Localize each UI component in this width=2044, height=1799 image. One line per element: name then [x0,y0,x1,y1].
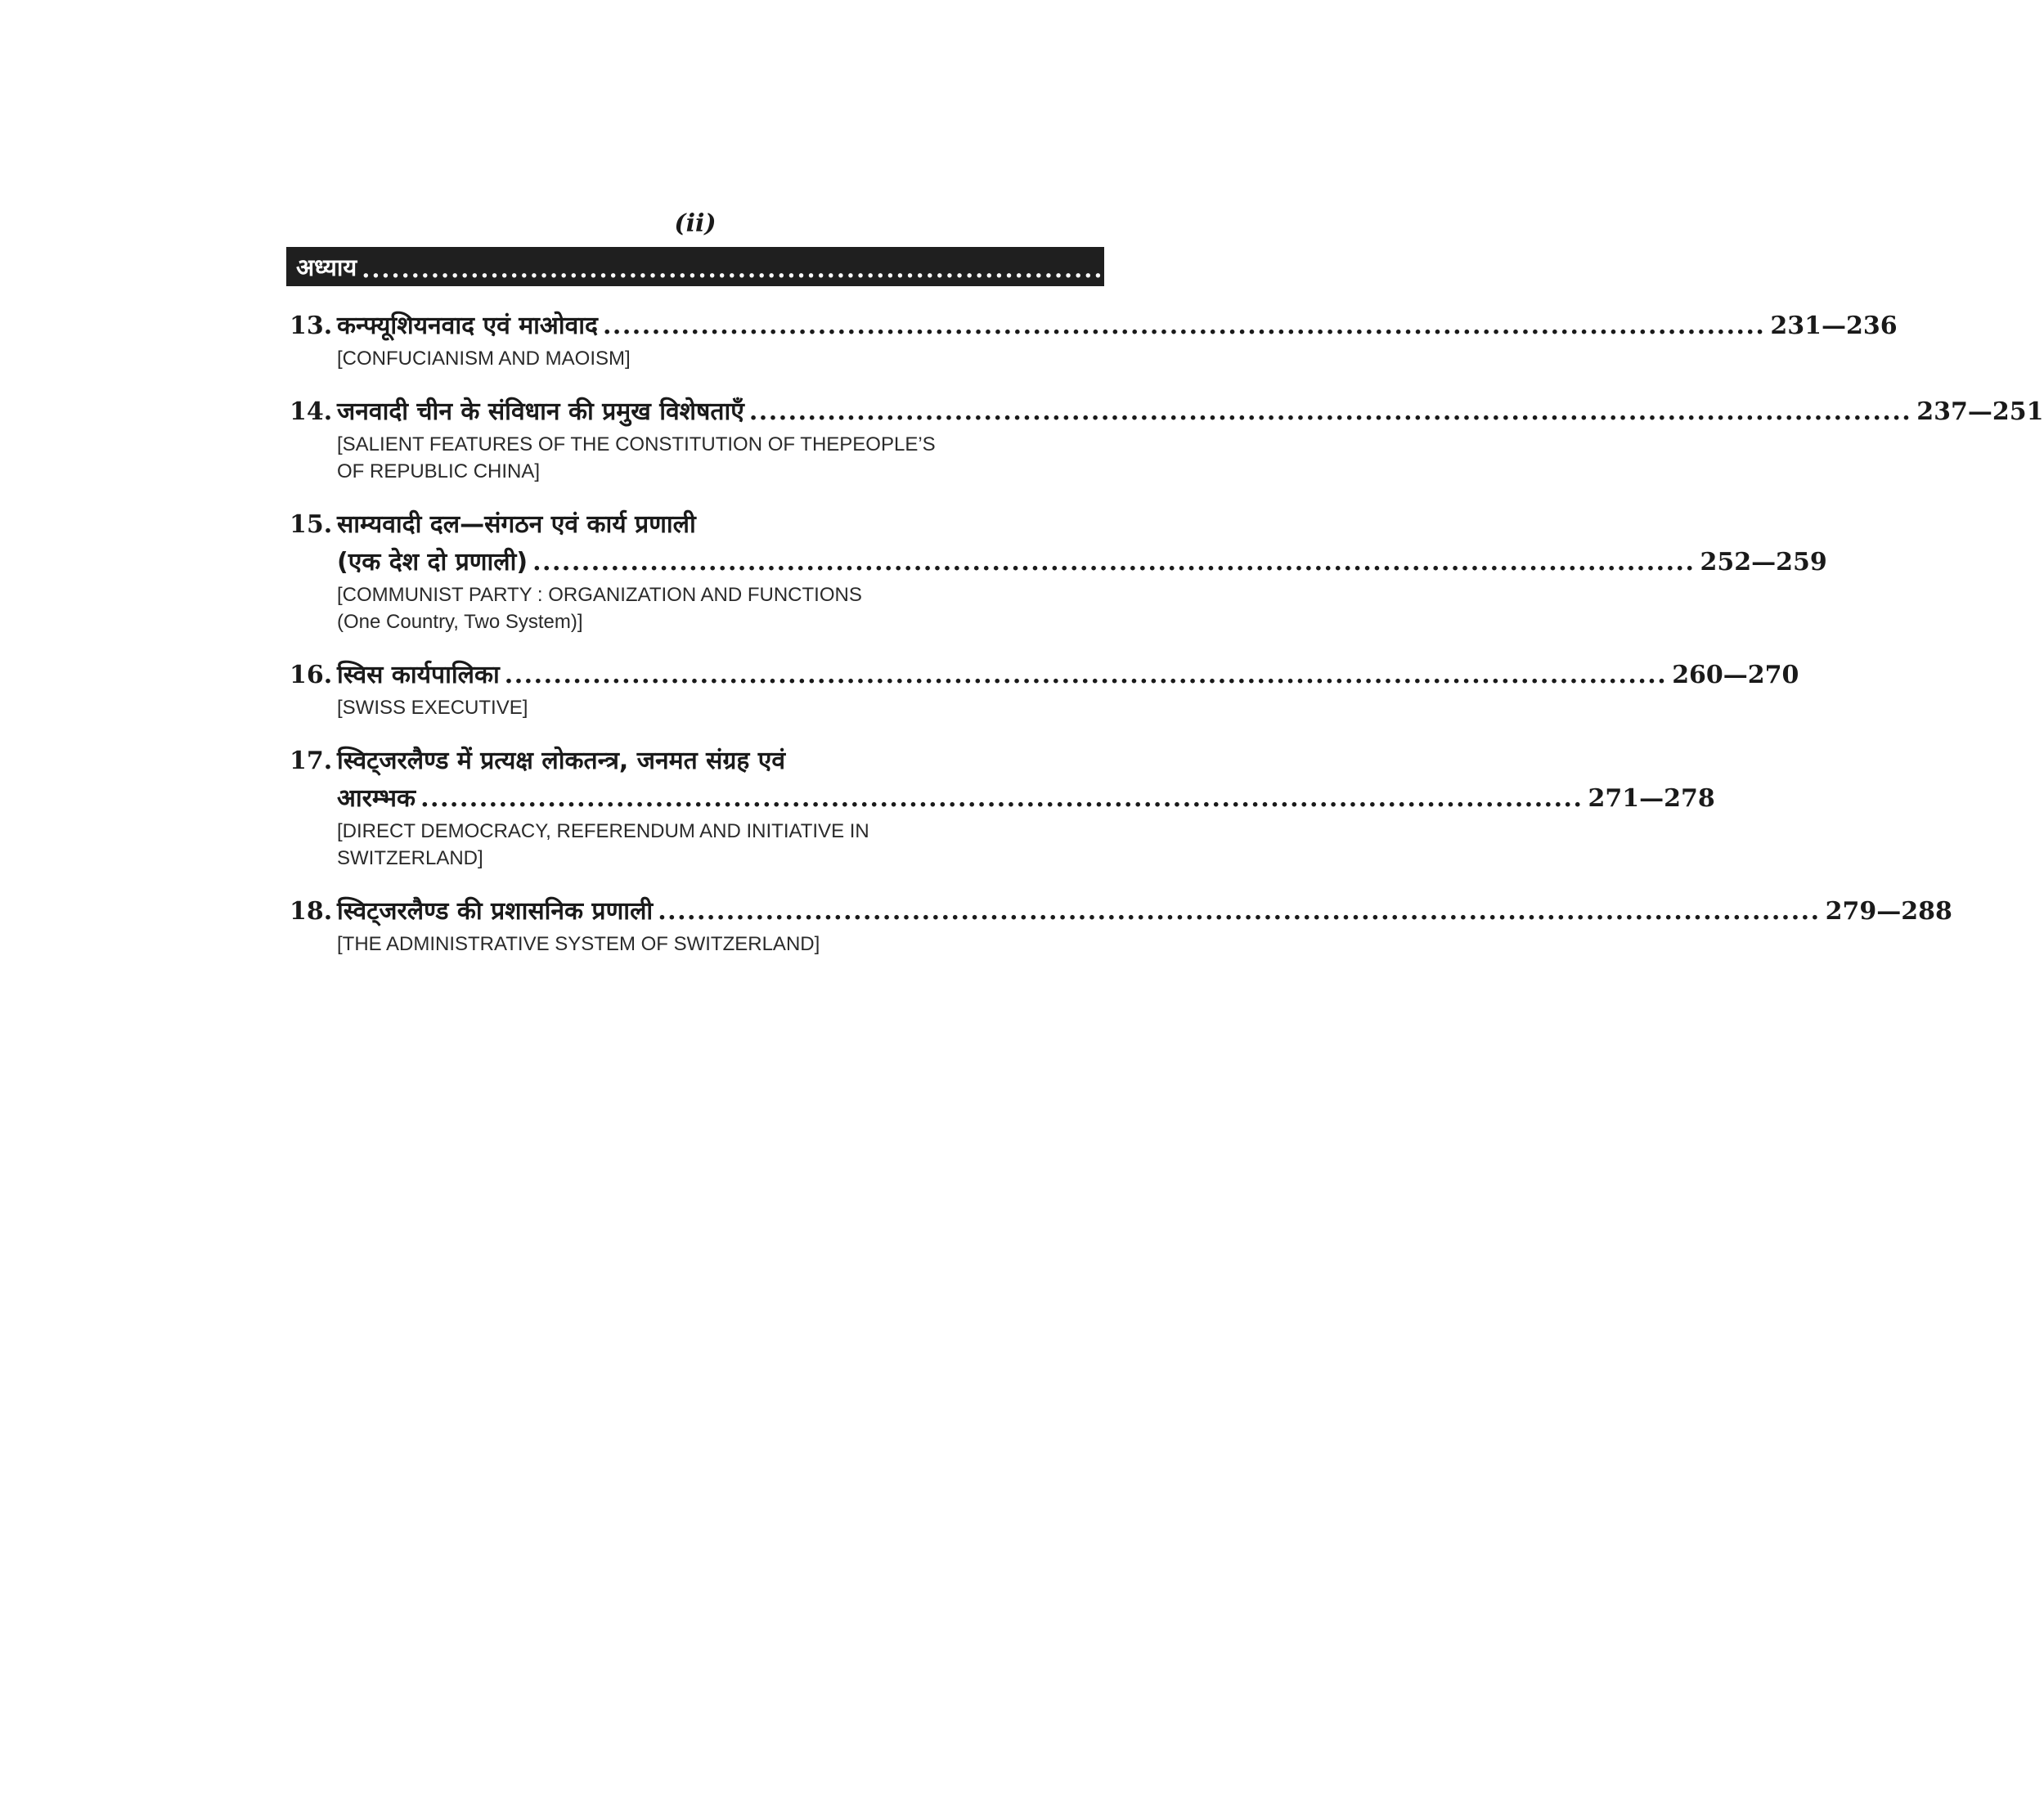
page-number: (ii) [674,209,717,238]
chapter-number: 15. [290,510,333,539]
chapter-number: 18. [290,897,333,926]
chapter-title: स्विट्जरलैण्ड में प्रत्यक्ष लोकतन्त्र, जनमत संग्रह एवं [337,747,786,775]
chapter-subtitle: [CONFUCIANISM AND MAOISM] [337,348,631,370]
toc-entry[interactable] [290,307,1898,372]
chapter-title: कन्फ्यूशियनवाद एवं माओवाद [337,312,598,340]
page-range: 237—251 [1916,397,2044,426]
chapter-title-continued: (एक देश दो प्रणाली) [337,548,528,576]
chapter-number: 17. [290,747,333,775]
toc-entry[interactable] [290,893,1952,958]
table-of-contents [286,237,2044,958]
entry-title-row [290,506,1101,544]
chapter-title: साम्यवादी दल—संगठन एवं कार्य प्रणाली [337,510,696,539]
chapter-subtitle: OF REPUBLIC CHINA] [337,460,541,482]
dot-leader: ....................................................................................................................... [532,548,1696,576]
entry-title-row [290,657,1799,694]
dot-leader: ........................................................................................................................... [362,255,1579,283]
dot-leader: ....................................................................................................................... [658,897,1821,926]
page-range: 252—259 [1700,548,1827,576]
entry-title-row [290,780,1715,818]
chapter-number: 13. [290,312,333,340]
dot-leader: ....................................................................................................................... [420,784,1584,813]
chapter-subtitle: [SALIENT FEATURES OF THE CONSTITUTION OF THEPEOPLE’S [337,433,936,455]
entry-title-row [290,393,2044,431]
toc-entry[interactable] [290,506,1827,635]
page-range: 271—278 [1588,784,1715,813]
page-range: 279—288 [1825,897,1952,926]
chapter-number: 16. [290,661,333,689]
chapter-subtitle: [SWISS EXECUTIVE] [337,697,528,719]
chapter-subtitle: [THE ADMINISTRATIVE SYSTEM OF SWITZERLAND] [337,933,820,955]
toc-header [286,237,1633,297]
dot-leader: ....................................................................................................................... [504,661,1668,689]
toc-entry[interactable] [290,393,2044,485]
chapter-number: 14. [290,397,333,426]
entry-title-row [290,742,1101,780]
entry-title-row [290,893,1952,931]
chapter-title-continued: आरम्भक [337,784,416,813]
page-range: 231—236 [1770,312,1898,340]
chapter-subtitle: (One Country, Two System)] [337,611,583,633]
toc-entry[interactable] [290,657,1799,721]
dot-leader: ....................................................................................................................... [602,312,1766,340]
chapter-subtitle: [DIRECT DEMOCRACY, REFERENDUM AND INITIATIVE IN [337,820,869,842]
entry-title-row [290,307,1898,345]
chapter-title: स्विट्जरलैण्ड की प्रशासनिक प्रणाली [337,897,654,926]
dot-leader: ....................................................................................................................... [748,397,1912,426]
entry-title-row [290,544,1827,581]
toc-entry[interactable] [290,742,1715,872]
chapter-column-label: अध्याय [296,253,357,281]
chapter-title: स्विस कार्यपालिका [337,661,500,689]
chapter-subtitle: [COMMUNIST PARTY : ORGANIZATION AND FUNCTIONS [337,584,862,606]
chapter-title: जनवादी चीन के संविधान की प्रमुख विशेषताएँ [337,397,744,426]
chapter-subtitle: SWITZERLAND] [337,847,483,869]
page-column-label: पृष्ठ–संख्या [1584,237,1633,297]
page-range: 260—270 [1672,661,1799,689]
